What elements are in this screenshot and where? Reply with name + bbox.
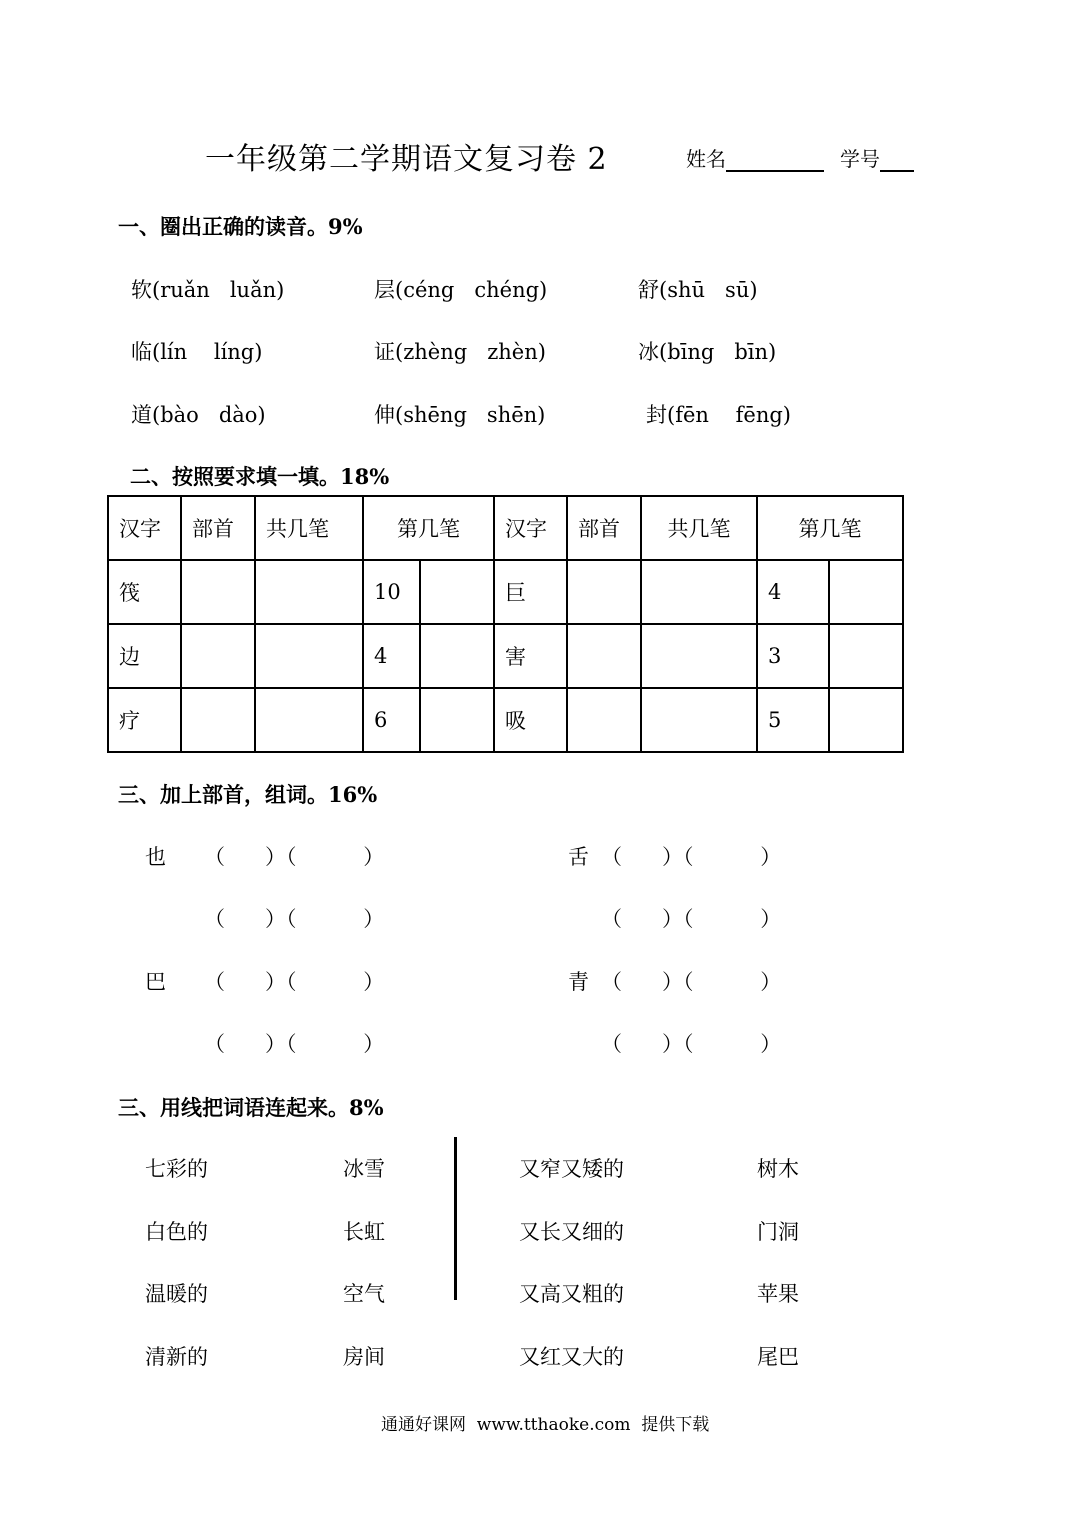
word-blanks[interactable]: （ ）（ ）: [601, 845, 782, 869]
stroke-number-cell: 4: [363, 624, 420, 688]
match-word-left[interactable]: 又窄又矮的: [519, 1157, 624, 1181]
word-blanks[interactable]: （ ）（ ）: [601, 907, 782, 931]
match-word-right[interactable]: 尾巴: [757, 1345, 799, 1369]
page-title: 一年级第二学期语文复习卷 2: [205, 142, 608, 177]
header-cell: 部首: [181, 496, 255, 560]
pinyin-item: [374, 336, 546, 366]
radical-input-cell[interactable]: [567, 624, 641, 688]
pinyin-char: 证: [374, 340, 395, 364]
base-char: 舌: [568, 845, 589, 869]
total-strokes-input-cell[interactable]: [255, 624, 363, 688]
section-1-title: 一、圈出正确的读音。9%: [118, 214, 363, 239]
header-cell: 第几笔: [363, 496, 494, 560]
pinyin-options[interactable]: (shēng shēn): [395, 403, 546, 427]
pinyin-item: [646, 399, 791, 429]
stroke-input-cell[interactable]: [829, 688, 903, 752]
stroke-table: [107, 495, 904, 753]
section-3-title: 三、加上部首，组词。16%: [118, 782, 378, 807]
table-row: [108, 560, 903, 624]
column-divider: [454, 1137, 457, 1300]
pinyin-char: 冰: [638, 340, 659, 364]
match-word-left[interactable]: 清新的: [145, 1345, 208, 1369]
total-strokes-input-cell[interactable]: [255, 560, 363, 624]
pinyin-options[interactable]: (lín líng): [152, 340, 263, 364]
match-word-left[interactable]: 又高又粗的: [519, 1282, 624, 1306]
pinyin-item: [131, 274, 284, 304]
pinyin-item: [638, 336, 776, 366]
pinyin-options[interactable]: (fēn fēng): [667, 403, 791, 427]
match-word-right[interactable]: 苹果: [757, 1282, 799, 1306]
pinyin-char: 道: [131, 403, 152, 427]
word-blanks[interactable]: （ ）（ ）: [204, 907, 385, 931]
pinyin-options[interactable]: (ruǎn luǎn): [152, 278, 285, 302]
total-strokes-input-cell[interactable]: [641, 560, 757, 624]
stroke-number-cell: 6: [363, 688, 420, 752]
name-blank[interactable]: [726, 148, 824, 172]
table-row: [108, 624, 903, 688]
stroke-number-cell: 3: [757, 624, 829, 688]
char-cell: 吸: [494, 688, 567, 752]
radical-input-cell[interactable]: [181, 560, 255, 624]
pinyin-options[interactable]: (bīng bīn): [659, 340, 777, 364]
char-cell: 疗: [108, 688, 181, 752]
match-word-left[interactable]: 又红又大的: [519, 1345, 624, 1369]
base-char: 青: [568, 970, 589, 994]
radical-input-cell[interactable]: [567, 688, 641, 752]
char-cell: 边: [108, 624, 181, 688]
match-word-right[interactable]: 冰雪: [343, 1157, 385, 1181]
total-strokes-input-cell[interactable]: [255, 688, 363, 752]
word-blanks[interactable]: （ ）（ ）: [204, 970, 385, 994]
pinyin-item: [374, 274, 547, 304]
word-blanks[interactable]: （ ）（ ）: [204, 1032, 385, 1056]
stroke-input-cell[interactable]: [829, 560, 903, 624]
footer-credit: 通通好课网 www.tthaoke.com 提供下载: [381, 1415, 710, 1435]
match-word-left[interactable]: 温暖的: [145, 1282, 208, 1306]
pinyin-item: [374, 399, 545, 429]
match-word-right[interactable]: 空气: [343, 1282, 385, 1306]
pinyin-char: 舒: [638, 278, 659, 302]
header-cell: 汉字: [494, 496, 567, 560]
stroke-input-cell[interactable]: [420, 624, 494, 688]
number-blank[interactable]: [880, 148, 914, 172]
radical-input-cell[interactable]: [181, 688, 255, 752]
pinyin-char: 伸: [374, 403, 395, 427]
total-strokes-input-cell[interactable]: [641, 688, 757, 752]
name-label: 姓名: [686, 147, 726, 171]
word-blanks[interactable]: （ ）（ ）: [204, 845, 385, 869]
header-cell: 汉字: [108, 496, 181, 560]
stroke-input-cell[interactable]: [829, 624, 903, 688]
pinyin-item: [131, 399, 266, 429]
pinyin-options[interactable]: (zhèng zhèn): [395, 340, 546, 364]
stroke-input-cell[interactable]: [420, 688, 494, 752]
char-cell: 巨: [494, 560, 567, 624]
pinyin-char: 封: [646, 403, 667, 427]
header-cell: 部首: [567, 496, 641, 560]
section-4-title: 三、用线把词语连起来。8%: [118, 1095, 384, 1120]
match-word-right[interactable]: 长虹: [343, 1220, 385, 1244]
base-char: 也: [145, 845, 166, 869]
pinyin-item: [638, 274, 758, 304]
number-label: 学号: [840, 147, 880, 171]
header-cell: 共几笔: [255, 496, 363, 560]
pinyin-options[interactable]: (bào dào): [152, 403, 266, 427]
pinyin-options[interactable]: (shū sū): [659, 278, 758, 302]
base-char: 巴: [145, 970, 166, 994]
pinyin-char: 临: [131, 340, 152, 364]
pinyin-options[interactable]: (céng chéng): [395, 278, 548, 302]
word-blanks[interactable]: （ ）（ ）: [601, 1032, 782, 1056]
pinyin-char: 软: [131, 278, 152, 302]
char-cell: 害: [494, 624, 567, 688]
total-strokes-input-cell[interactable]: [641, 624, 757, 688]
stroke-number-cell: 5: [757, 688, 829, 752]
match-word-right[interactable]: 房间: [343, 1345, 385, 1369]
radical-input-cell[interactable]: [567, 560, 641, 624]
pinyin-char: 层: [374, 278, 395, 302]
match-word-right[interactable]: 树木: [757, 1157, 799, 1181]
table-row: [108, 688, 903, 752]
stroke-input-cell[interactable]: [420, 560, 494, 624]
word-blanks[interactable]: （ ）（ ）: [601, 970, 782, 994]
match-word-left[interactable]: 七彩的: [145, 1157, 208, 1181]
section-2-title: 二、按照要求填一填。18%: [130, 464, 390, 489]
char-cell: 筏: [108, 560, 181, 624]
header-cell: 共几笔: [641, 496, 757, 560]
stroke-number-cell: 4: [757, 560, 829, 624]
header-cell: 第几笔: [757, 496, 903, 560]
stroke-number-cell: 10: [363, 560, 420, 624]
name-field: [686, 143, 824, 172]
match-word-left[interactable]: 又长又细的: [519, 1220, 624, 1244]
radical-input-cell[interactable]: [181, 624, 255, 688]
pinyin-item: [131, 336, 262, 366]
table-header-row: [108, 496, 903, 560]
match-word-left[interactable]: 白色的: [145, 1220, 208, 1244]
number-field: [840, 143, 914, 172]
match-word-right[interactable]: 门洞: [757, 1220, 799, 1244]
